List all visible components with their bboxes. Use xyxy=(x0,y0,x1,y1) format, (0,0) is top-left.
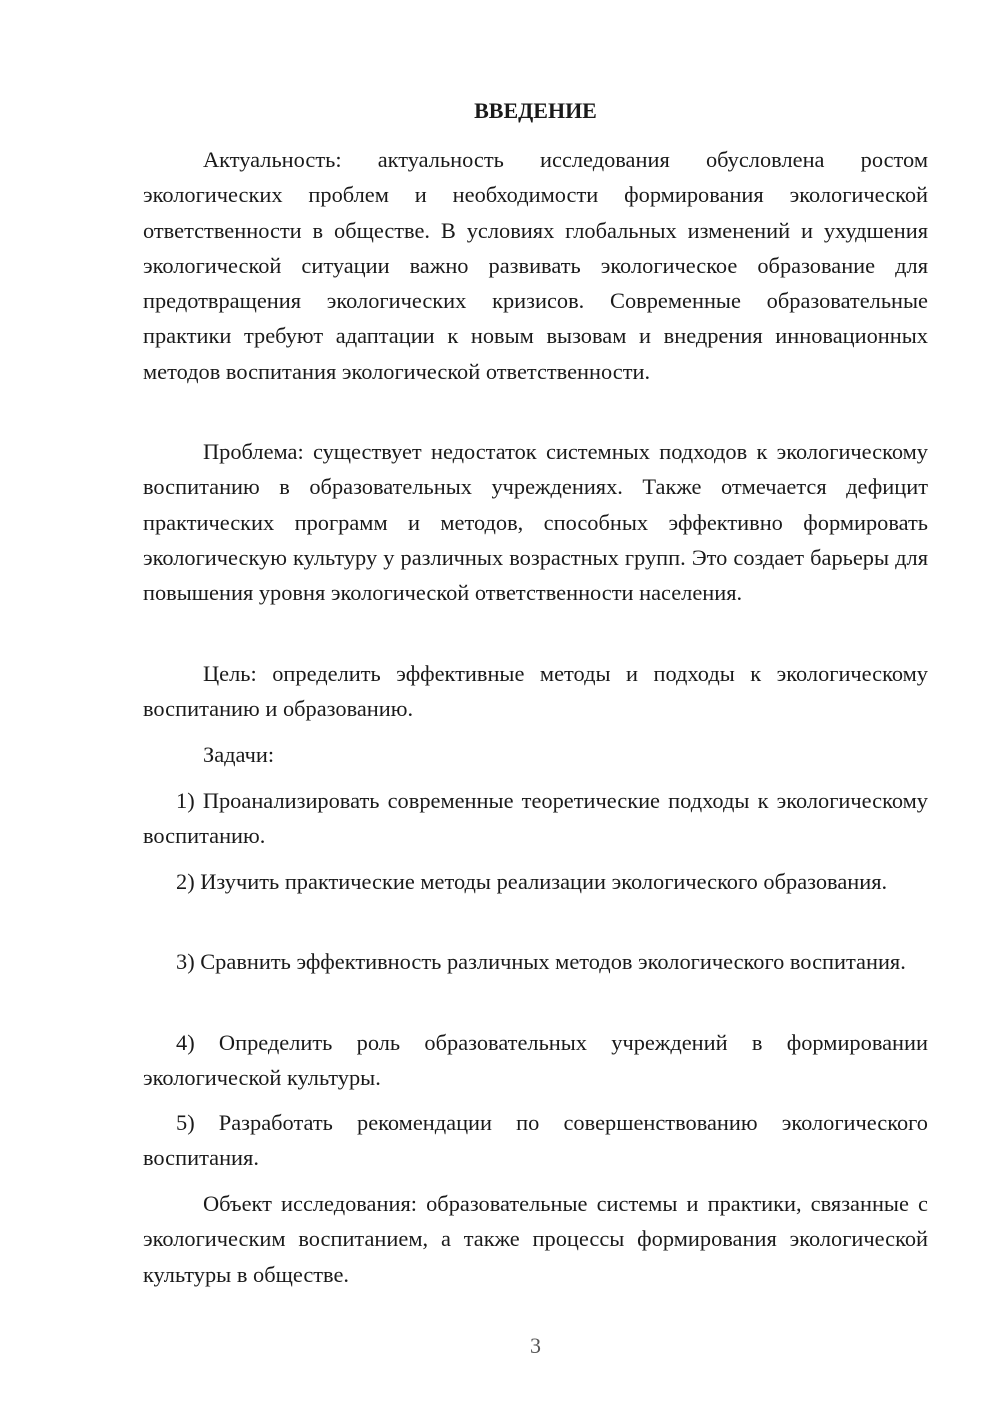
page-number: 3 xyxy=(530,1333,541,1358)
relevance-paragraph: Актуальность: актуальность исследования обусловлена ростом экологических проблем и необходимости формирования экологической ответственности в обществе. В условиях глобальных изменений и ухудшения экологической ситуации важно развивать экологическое образование для предотвращения экологических кризисов. Современные образовательные практики требуют адаптации к новым вызовам и внедрения инновационных методов воспитания экологической ответственности. xyxy=(143,147,928,384)
task-item-1: 1) Проанализировать современные теоретические подходы к экологическому воспитанию. xyxy=(143,788,928,849)
problem-paragraph: Проблема: существует недостаток системных подходов к экологическому воспитанию в образовательных учреждениях. Также отмечается дефицит практических программ и методов, способных эффективно формировать экологическую культуру у различных возрастных групп. Это создает барьеры для повышения уровня экологической ответственности населения. xyxy=(143,439,928,606)
task-item-4: 4) Определить роль образовательных учреждений в формировании экологической культуры. xyxy=(143,1030,928,1091)
tasks-label: Задачи: xyxy=(203,742,275,767)
page-title: ВВЕДЕНИЕ xyxy=(474,98,597,123)
goal-paragraph: Цель: определить эффективные методы и подходы к экологическому воспитанию и образованию. xyxy=(143,661,928,722)
document-page xyxy=(143,0,928,1414)
task-item-5: 5) Разработать рекомендации по совершенствованию экологического воспитания. xyxy=(143,1110,928,1171)
object-paragraph: Объект исследования: образовательные системы и практики, связанные с экологическим воспитанием, а также процессы формирования экологической культуры в обществе. xyxy=(143,1191,928,1287)
task-item-2: 2) Изучить практические методы реализации экологического образования. xyxy=(176,869,888,894)
task-item-3: 3) Сравнить эффективность различных методов экологического воспитания. xyxy=(176,949,906,974)
